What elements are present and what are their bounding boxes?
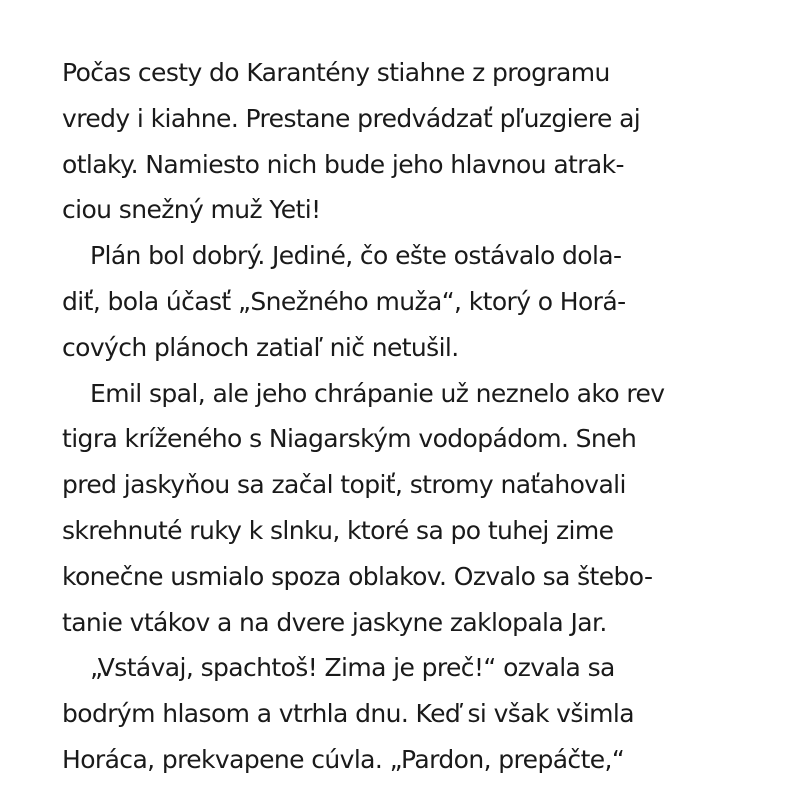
text-line: pred jaskyňou sa začal topiť, stromy naťahovali — [62, 470, 626, 500]
text-line: Horáca, prekvapene cúvla. „Pardon, prepáčte,“ — [62, 744, 625, 774]
text-line: Plán bol dobrý. Jediné, čo ešte ostávalo dola- — [90, 241, 622, 271]
text-line: ciou snežný muž Yeti! — [62, 195, 321, 225]
text-line: diť, bola účasť „Snežného muža“, ktorý o Horá- — [62, 286, 626, 316]
text-line: otlaky. Namiesto nich bude jeho hlavnou atrak- — [62, 149, 624, 179]
text-line: tigra kríženého s Niagarským vodopádom. Sneh — [62, 424, 637, 454]
text-line: cových plánoch zatiaľ nič netušil. — [62, 332, 459, 362]
text-line: vredy i kiahne. Prestane predvádzať pľuzgiere aj — [62, 103, 641, 133]
book-page-text — [62, 50, 742, 783]
text-line: Počas cesty do Karantény stiahne z programu — [62, 58, 610, 87]
text-line: konečne usmialo spoza oblakov. Ozvalo sa štebo- — [62, 561, 653, 591]
text-line: bodrým hlasom a vtrhla dnu. Keď si však všimla — [62, 699, 634, 729]
text-line: skrehnuté ruky k slnku, ktoré sa po tuhej zime — [62, 515, 614, 545]
text-line: Emil spal, ale jeho chrápanie už neznelo ako rev — [90, 378, 665, 408]
text-line: „Vstávaj, spachtoš! Zima je preč!“ ozvala sa — [90, 653, 615, 683]
text-line: tanie vtákov a na dvere jaskyne zaklopala Jar. — [62, 607, 607, 637]
